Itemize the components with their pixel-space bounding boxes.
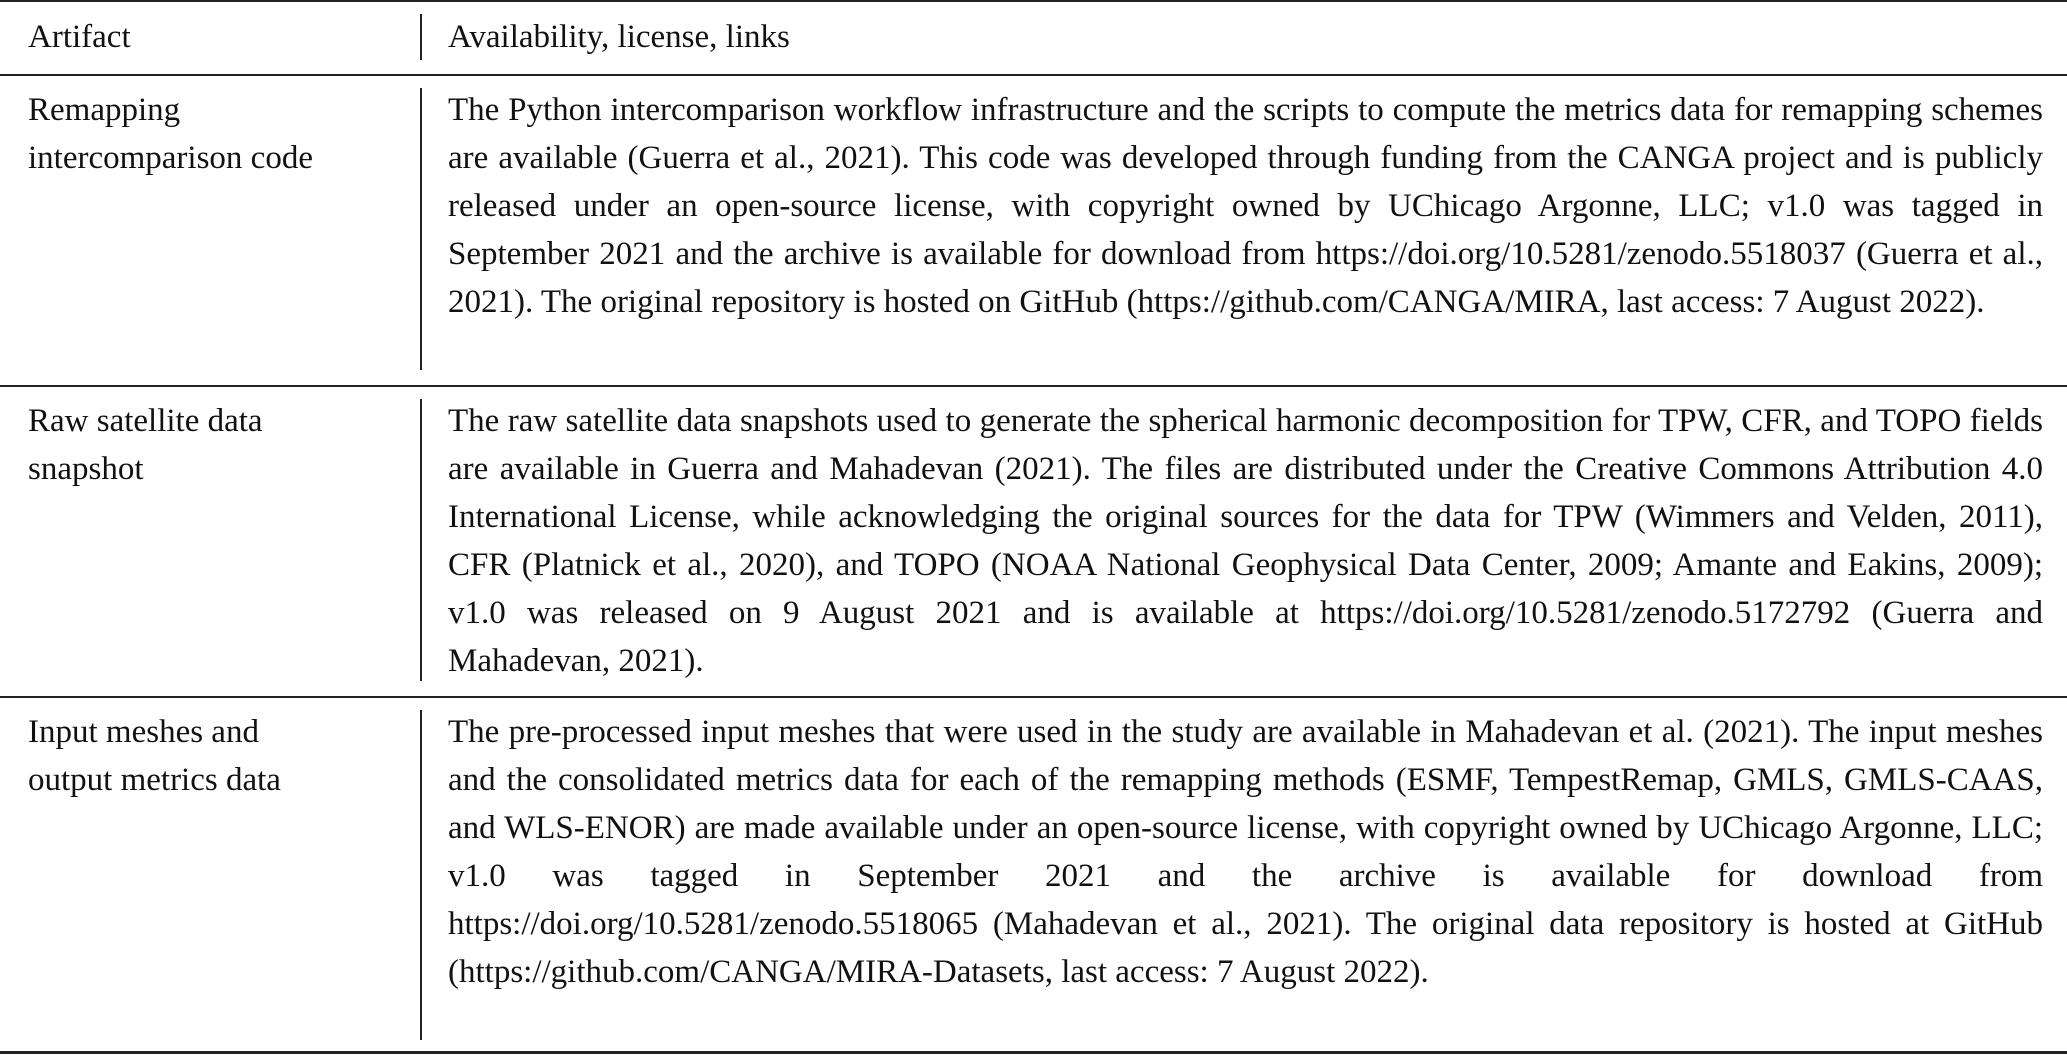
column-divider [420,88,422,370]
availability-cell: The raw satellite data snapshots used to generate the spherical harmonic decomposition for TPW, CFR, and TOPO fields are available in Guerra and Mahadevan (2021). The files are distributed under the Creative Commons Attribution 4.0 International License, while acknowledging the original sources for the data for TPW (Wimmers and Velden, 2011), CFR (Platnick et al., 2020), and TOPO (NOAA National Geophysical Data Center, 2009; Amante and Eakins, 2009); v1.0 was released on 9 August 2021 and is available at https://doi.org/10.5281/zenodo.5172792 (Guerra and Mahadevan, 2021). [448,403,2043,679]
artifact-cell [28,86,408,182]
header-row [0,0,2067,74]
bottom-rule [0,1051,2067,1054]
artifact-line: intercomparison code [28,140,313,176]
column-divider [420,710,422,1040]
artifact-line: output metrics data [28,762,281,798]
availability-cell: The pre-processed input meshes that were used in the study are available in Mahadevan et al. (2021). The input meshes and the consolidated metrics data for each of the remapping methods (ESMF, TempestRemap, GMLS, GMLS-CAAS, and WLS-ENOR) are made available under an open-source license, with copyright owned by UChicago Argonne, LLC; v1.0 was tagged in September 2021 and the archive is available for download from https://doi.org/10.5281/zenodo.5518065 (Mahadevan et al., 2021). The original data repository is hosted at GitHub (https://github.com/CANGA/MIRA-Datasets, last access: 7 August 2022). [448,714,2043,990]
artifact-line: Raw satellite data [28,403,263,439]
header-artifact: Artifact [28,19,131,55]
table-row [0,698,2067,1050]
column-divider [420,399,422,681]
table-row [0,76,2067,385]
artifact-cell [28,708,408,804]
artifact-cell [28,397,408,493]
header-column-divider [420,14,422,60]
artifact-line: snapshot [28,451,144,487]
availability-cell: The Python intercomparison workflow infrastructure and the scripts to compute the metrics data for remapping schemes are available (Guerra et al., 2021). This code was developed through funding from the CANGA project and is publicly released under an open-source license, with copyright owned by UChicago Argonne, LLC; v1.0 was tagged in September 2021 and the archive is available for download from https://doi.org/10.5281/zenodo.5518037 (Guerra et al., 2021). The original repository is hosted on GitHub (https://github.com/CANGA/MIRA, last access: 7 August 2022). [448,92,2043,320]
table-row [0,387,2067,696]
artifact-line: Remapping [28,92,181,128]
artifact-line: Input meshes and [28,714,259,750]
header-availability: Availability, license, links [448,19,790,55]
